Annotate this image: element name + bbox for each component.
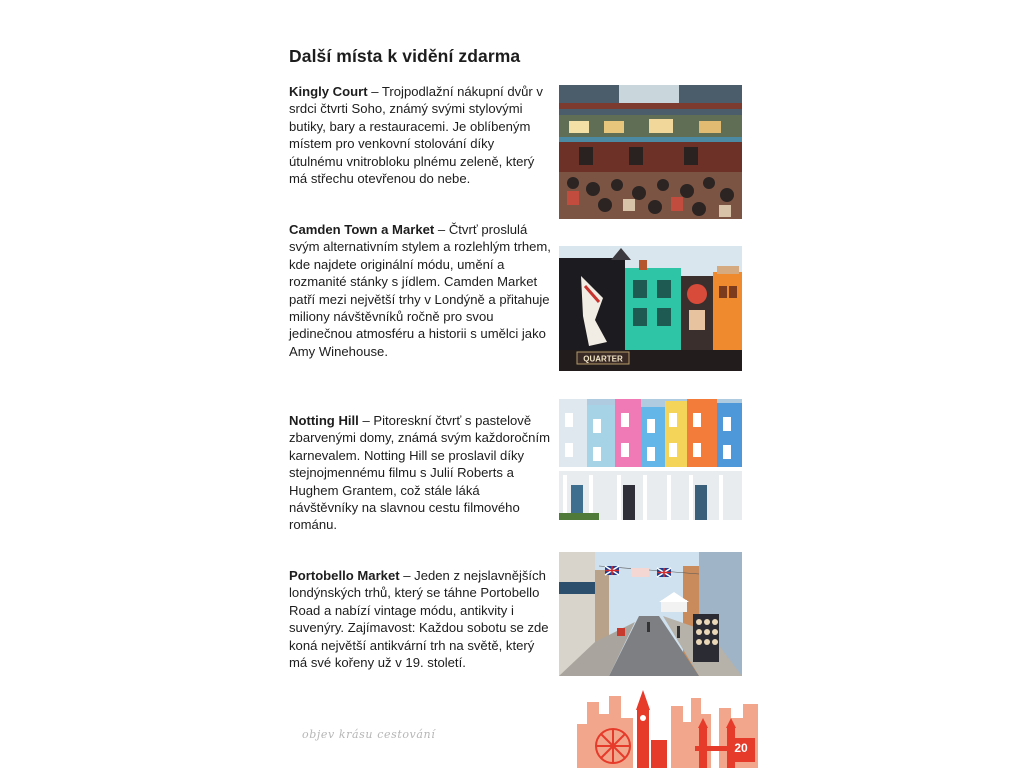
place-description: – Jeden z nejslavnějších londýnských trhů, který se táhne Portobello Road a nabízí vintage módu, antikvity i suvenýry. Zajímavost: Každou sobotu se zde koná největší antikvární trh na světě, který má své kořeny už v 19. století.: [289, 568, 549, 671]
place-name: Camden Town a Market: [289, 222, 435, 237]
page-number: 20: [734, 741, 748, 755]
photo-sign-text: QUARTER: [583, 354, 623, 364]
page-title: Další místa k vidění zdarma: [289, 46, 521, 66]
place-name: Portobello Market: [289, 568, 400, 583]
place-entry-kingly-court: [289, 83, 551, 187]
photo-camden-market: [559, 246, 742, 371]
place-name: Notting Hill: [289, 413, 359, 428]
photo-portobello-market: [559, 552, 742, 676]
watermark-text: objev krásu cestování: [302, 728, 436, 741]
place-entry-camden: [289, 221, 551, 360]
photo-notting-hill: [559, 399, 742, 520]
london-skyline-illustration: [577, 688, 758, 768]
place-description: – Pitoreskní čtvrť s pastelově zbarvenými domy, známá svým každoročním karnevalem. Notting Hill se proslavil díky stejnojmennému filmu s Julií Roberts a Hughem Grantem, což stále láká návštěvníky na slavnou cestu filmového románu.: [289, 413, 550, 533]
place-description: – Trojpodlažní nákupní dvůr v srdci čtvrti Soho, známý svými stylovými butiky, bary a restauracemi. Je oblíbeným místem pro venkovní stolování díky útulnému vnitrobloku plnému zeleně, který má střechu otevřenou do nebe.: [289, 84, 543, 187]
place-name: Kingly Court: [289, 84, 368, 99]
place-entry-portobello: [289, 567, 551, 671]
photo-kingly-court: [559, 85, 742, 219]
place-description: – Čtvrť proslulá svým alternativním stylem a rozlehlým trhem, kde najdete originální módu, umění a rozmanité stánky s jídlem. Camden Market patří mezi největší trhy v Londýně a přitahuje miliony návštěvníků ročně pro svou jedinečnou atmosféru a historii s umělci jako Amy Winehouse.: [289, 222, 551, 359]
place-entry-notting-hill: [289, 412, 551, 534]
